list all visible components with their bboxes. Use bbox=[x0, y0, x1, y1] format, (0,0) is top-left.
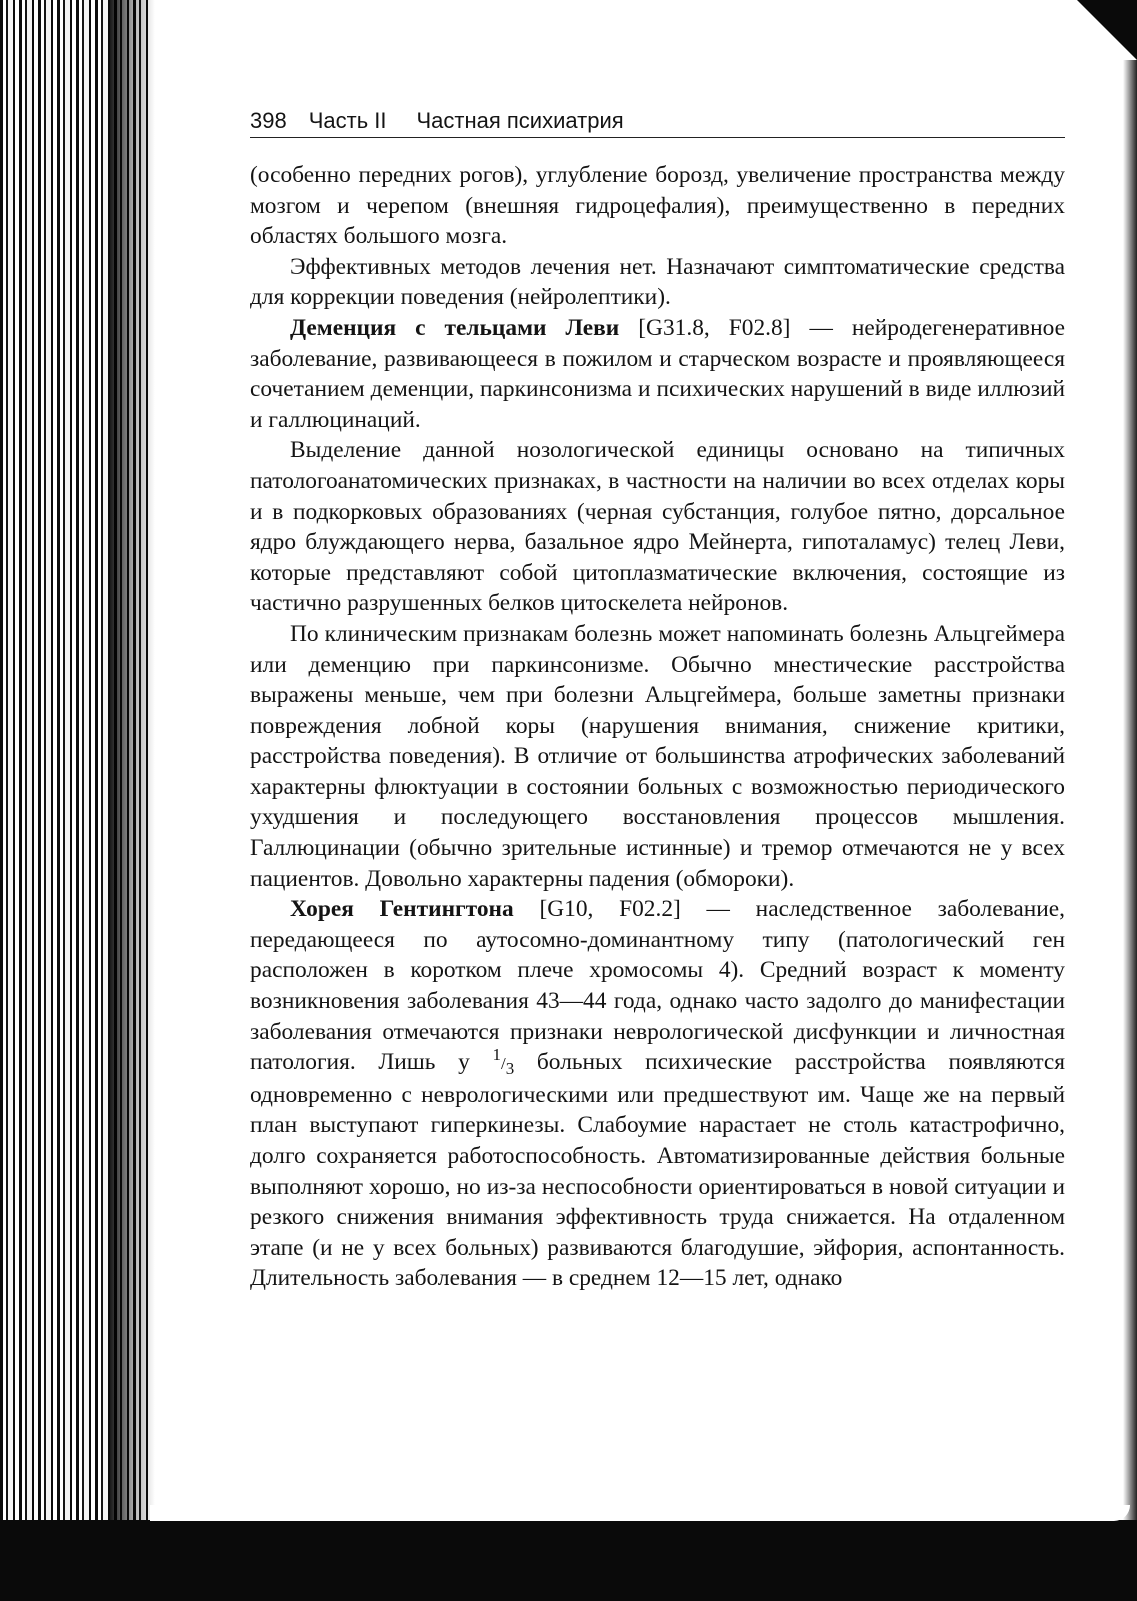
body-text bbox=[250, 160, 1065, 1294]
paragraph: Выделение данной нозологической единицы основано на типичных патологоанатомических признаках, в частности на наличии во всех отделах коры и в подкорковых образованиях (черная субстанция, голубое пятно, дорсальное ядро блуждающего нерва, базальное ядро Мейнерта, гипоталамус) телец Леви, которые представляют собой цитоплазматические включения, состоящие из частично разрушенных белков цитоскелета нейронов. bbox=[250, 437, 1065, 617]
paragraph: По клиническим признакам болезнь может напоминать болезнь Альцгеймера или деменцию при паркинсонизме. Обычно мнестические расстройства выражены меньше, чем при болезни Альцгеймера, больше заметны признаки повреждения лобной коры (нарушения внимания, снижение критики, расстройства поведения). В отличие от большинства атрофических заболеваний характерны флюктуации в состоянии больных с возможностью периодического ухудшения и последующего восстановления процессов мышления. Галлюцинации (обычно зрительные истинные) и тремор отмечаются не у всех пациентов. Довольно характерны падения (обмороки). bbox=[250, 620, 1065, 892]
paragraph: Эффективных методов лечения нет. Назначают симптоматические средства для коррекции поведения (нейролептики). bbox=[250, 253, 1065, 311]
scan-bottom-border bbox=[0, 1520, 1137, 1601]
header-part: Часть II bbox=[308, 108, 387, 133]
paragraph: Деменция с тельцами Леви [G31.8, F02.8] — нейродегенеративное заболевание, развивающееся в пожилом и старческом возрасте и проявляющееся сочетанием деменции, паркинсонизма и психических нарушений в виде иллюзий и галлюцинаций. bbox=[250, 314, 1065, 433]
term-lewy-bodies: Деменция с тельцами Леви bbox=[290, 314, 620, 341]
term-huntington: Хорея Гентингтона bbox=[290, 896, 514, 923]
spine-shadow bbox=[110, 0, 155, 1601]
paragraph: (особенно передних рогов), углубление борозд, увеличение пространства между мозгом и черепом (внешняя гидроцефалия), преимущественно в передних областях большого мозга. bbox=[250, 162, 1065, 250]
paragraph: Хорея Гентингтона [G10, F02.2] — наследственное заболевание, передающееся по аутосомно-доминантному типу (патологический ген расположен в коротком плече хромосомы 4). Средний возраст к моменту возникновения заболевания 43—44 года, однако часто задолго до манифестации заболевания отмечаются признаки неврологической дисфункции и личностная патология. Лишь у 1/3 больных психические расстройства появляются одновременно с неврологическими или предшествуют им. Чаще же на первый план выступают гиперкинезы. Слабоумие нарастает не столь катастрофично, долго сохраняется работоспособность. Автоматизированные действия больные выполняют хорошо, но из-за неспособности ориентироваться в новой ситуации и резкого снижения внимания эффективность труда снижается. На отдаленном этапе (и не у всех больных) развиваются благодушие, эйфория, аспонтанность. Длительность заболевания — в среднем 12—15 лет, однако bbox=[250, 896, 1065, 1292]
header-section: Частная психиатрия bbox=[416, 108, 624, 133]
page-number: 398 bbox=[250, 108, 287, 133]
page-right-edge bbox=[1123, 60, 1137, 1520]
book-page bbox=[250, 108, 1065, 1508]
running-header bbox=[250, 108, 1065, 138]
fraction-one-third: 1/3 bbox=[492, 1045, 515, 1079]
scan-corner bbox=[1077, 0, 1137, 60]
